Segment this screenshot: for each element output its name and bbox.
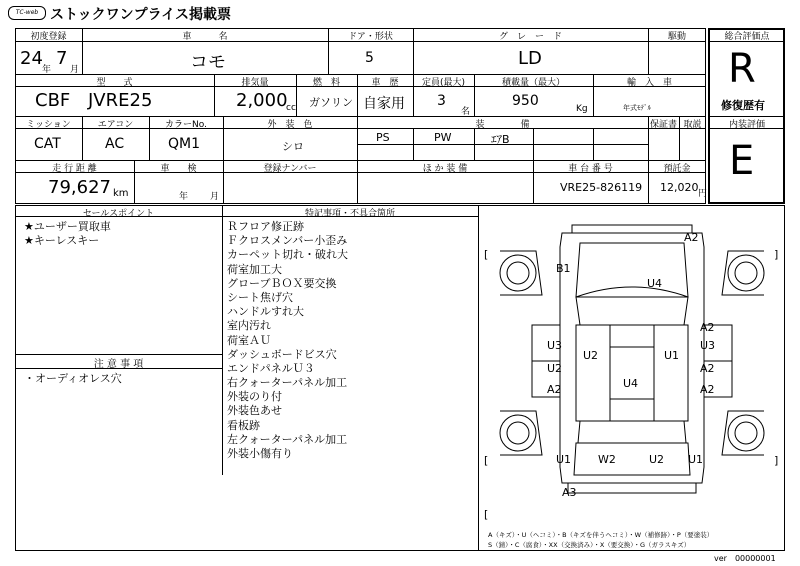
inspection-label: 車 検 [160, 164, 197, 174]
load-unit: Kg [576, 104, 588, 114]
special-title: 特記事項・不具合箇所 [304, 209, 395, 219]
damage-mark: U1 [664, 349, 680, 362]
car-name: コモ [190, 52, 226, 73]
special-item: Ｆクロスメンバー小歪み [227, 234, 348, 248]
grade-label: グ レ ー ド [498, 32, 562, 42]
special-item: 左クォーターパネル加工 [227, 432, 348, 446]
fuel-label: 燃 料 [312, 78, 340, 88]
other-equipment-label: ほ か 装 備 [422, 164, 468, 174]
sales-points-list [24, 220, 111, 248]
model-label: 型 式 [96, 78, 133, 88]
logo [8, 6, 46, 20]
sales-point-item: ★ユーザー買取車 [24, 220, 111, 233]
notes-title: 注 意 事 項 [93, 359, 144, 370]
exterior-color: シロ [282, 140, 304, 153]
legend-line-1: A（キズ）・U（ヘコミ）・B（キズを伴うヘコミ）・W（補修跡）・P（要塗装） [488, 531, 714, 539]
yen-unit: 円 [698, 189, 708, 199]
bracket-tl: [ [484, 248, 489, 261]
page-title: ストックワンプライス掲載票 [50, 7, 232, 23]
mileage: 79,627 [48, 177, 111, 198]
special-item: 右クォーターパネル加工 [227, 376, 348, 390]
aircon: AC [105, 136, 125, 152]
notes-list [24, 372, 122, 386]
damage-mark: U2 [583, 349, 599, 362]
doors: 5 [365, 50, 374, 66]
damage-mark: A2 [547, 383, 562, 396]
damage-mark: U3 [547, 339, 563, 352]
equipment-label: 装 備 [475, 120, 530, 130]
special-item: 外装小傷有り [227, 447, 293, 460]
special-item: ダッシュボードビス穴 [227, 347, 337, 361]
special-item: エンドパネルＵ３ [227, 361, 315, 375]
mileage-label: 走 行 距 離 [52, 164, 97, 174]
recycle-fee: 12,020 [660, 181, 699, 194]
first-reg-year: 24 [20, 48, 43, 69]
inspection-month-unit: 月 [210, 192, 220, 202]
chassis-no: VRE25-826119 [560, 181, 643, 194]
damage-mark: U4 [647, 277, 663, 290]
car-history-label: 車 歴 [371, 78, 399, 88]
damage-mark: U1 [688, 453, 704, 466]
displacement: 2,000 [236, 90, 288, 111]
exterior-color-label: 外 装 色 [267, 120, 313, 130]
damage-mark: A2 [684, 231, 699, 244]
year-unit: 年 [42, 65, 52, 75]
legend-line-2: S（錆）・C（腐食）・XX（交換済み）・X（要交換）・G（ガラスキズ） [488, 541, 691, 549]
import-note: 年式ﾓﾃﾞﾙ [623, 104, 651, 112]
capacity-label: 定員(最大) [421, 78, 466, 88]
overall-eval-label: 総合評価点 [724, 32, 770, 42]
interior-score: E [729, 138, 755, 184]
manual-label: 取説 [683, 120, 702, 130]
import-label: 輸 入 車 [626, 78, 672, 88]
capacity: 3 [437, 93, 446, 109]
displacement-label: 排気量 [241, 78, 269, 88]
model-prefix: CBF [35, 90, 71, 111]
special-list [227, 220, 348, 461]
month-unit: 月 [70, 65, 80, 75]
special-item: カーペット切れ・破れ大 [227, 248, 348, 262]
special-item: 外装色あせ [227, 404, 282, 418]
mission-label: ミッション [26, 120, 71, 130]
special-item: 外装のり付 [227, 390, 282, 404]
repair-history: 修復歴有 [721, 99, 765, 112]
grade: LD [518, 48, 542, 69]
car-history: 自家用 [363, 96, 405, 112]
model: JVRE25 [88, 90, 153, 111]
interior-eval-label: 内装評価 [728, 120, 765, 130]
damage-mark: A2 [700, 383, 715, 396]
special-item: ハンドルすれ大 [227, 305, 304, 319]
load: 950 [512, 93, 539, 109]
damage-mark: U1 [556, 453, 572, 466]
special-item: 荷室ＡＵ [227, 333, 271, 347]
car-diagram [480, 207, 784, 529]
damage-mark: A2 [700, 362, 715, 375]
color-no: QM1 [168, 136, 201, 152]
equipment-1: PS [376, 131, 390, 144]
overall-score: R [728, 46, 756, 92]
version-label: ver 00000001 [714, 554, 776, 563]
inspection-year-unit: 年 [179, 192, 189, 202]
cc-unit: cc [286, 103, 296, 113]
special-item: 看板跡 [227, 418, 260, 432]
note-item: ・オーディオレス穴 [24, 372, 122, 385]
equipment-3: ｴｱB [491, 133, 510, 146]
first-reg-month: 7 [56, 48, 68, 69]
special-item: グローブＢＯＸ要交換 [227, 276, 337, 290]
sales-point-item: ★キーレスキー [24, 234, 100, 248]
bracket-bottom: [ [484, 508, 489, 521]
capacity-unit: 名 [461, 107, 471, 117]
special-item: 荷室加工大 [227, 262, 282, 276]
sales-points-title: セールスポイント [82, 209, 155, 219]
first-reg-label: 初度登録 [30, 32, 67, 42]
logo-text: TC-web [15, 9, 39, 16]
load-label: 積載量（最大） [501, 78, 565, 88]
fuel: ガソリン [309, 96, 353, 109]
bracket-br: ] [774, 454, 779, 467]
bracket-tr: ] [774, 248, 779, 261]
chassis-no-label: 車 台 番 号 [568, 164, 613, 174]
damage-mark: U2 [649, 453, 665, 466]
special-item: シート焦げ穴 [227, 290, 293, 304]
bracket-bl: [ [484, 454, 489, 467]
special-item: 室内汚れ [227, 319, 271, 333]
color-no-label: カラーNo. [165, 120, 207, 130]
damage-mark: A2 [700, 321, 715, 334]
warranty-label: 保証書 [649, 120, 677, 130]
door-shape-label: ドア・形状 [348, 32, 393, 42]
mission: CAT [34, 136, 61, 152]
damage-mark: U2 [547, 362, 563, 375]
recycle-fee-label: 預託金 [663, 164, 691, 174]
damage-mark: W2 [598, 453, 616, 466]
damage-mark: U3 [700, 339, 716, 352]
damage-mark: B1 [556, 262, 571, 275]
drive-label: 駆動 [667, 32, 686, 42]
aircon-label: エアコン [97, 120, 134, 130]
equipment-2: PW [434, 131, 452, 144]
reg-number-label: 登録ナンバー [263, 164, 317, 174]
damage-mark: U4 [623, 377, 639, 390]
special-item: Ｒフロア修正跡 [227, 220, 304, 233]
km-unit: km [113, 188, 129, 199]
damage-mark: A3 [562, 486, 577, 499]
car-name-label: 車 名 [182, 32, 228, 42]
